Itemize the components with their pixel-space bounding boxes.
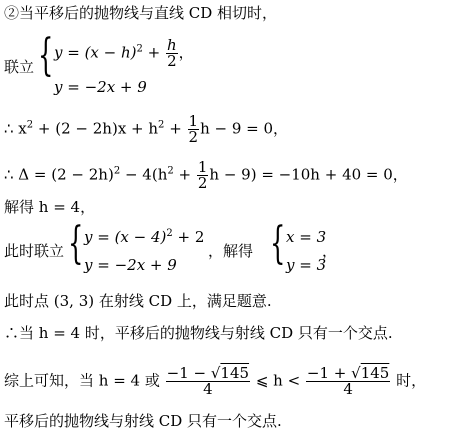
line-4: ∴ $\Delta = (2 - 2h)^2 - 4(h^2$ + $\frac{1}{2}$ h − 9) = −10h + 40 = 0， (4, 158, 408, 192)
fraction: $\frac{-1 - √145}{4}$ (166, 364, 250, 398)
brace: { (68, 218, 84, 269)
line-8: ∴当 h = 4 时，平移后的抛物线与射线 CD 只有一个交点. (4, 324, 393, 342)
fraction: $\frac{-1 + √145}{4}$ (306, 364, 390, 398)
system-3-eq2: y = 3 (286, 256, 327, 274)
brace: { (38, 30, 54, 81)
fraction: $\frac{1}{2}$ (197, 158, 208, 192)
line-2-label: 联立 (4, 58, 35, 76)
line-9: 综上可知，当 h = 4 或 $\frac{-1 - √145}{4}$ ⩽ h < $\frac{-1 + √145}{4}$ 时， (4, 364, 427, 398)
system-1-eq1: $y = (x - h)^2$ + $\frac{h}{2}$ ， (54, 36, 194, 70)
line-5: 解得 h = 4， (4, 198, 96, 216)
system-3-eq1: x = 3 (286, 228, 327, 246)
system-1 (38, 30, 194, 96)
line-7: 此时点 (3, 3) 在射线 CD 上，满足题意. (4, 292, 272, 310)
fraction: $\frac{h}{2}$ (167, 36, 177, 70)
line-10: 平移后的抛物线与射线 CD 只有一个交点. (4, 412, 282, 430)
brace: { (270, 218, 286, 269)
line-1: ②当平移后的抛物线与直线 CD 相切时， (4, 4, 278, 22)
system-1-eq2: y = −2x + 9 (54, 78, 147, 96)
system-2-eq1: $y = (x - 4)^2 + 2$ (84, 228, 205, 246)
line-6-mid: ，解得 (208, 242, 254, 260)
line-6-end: ， (322, 242, 338, 260)
system-2-eq2: y = −2x + 9 (84, 256, 177, 274)
system-3 (270, 218, 350, 282)
fraction: $\frac{1}{2}$ (188, 112, 199, 146)
line-3: ∴ $x^2 + (2 - 2h)x + h^2$ + $\frac{1}{2}$ h − 9 = 0， (4, 112, 289, 146)
line-6-label: 此时联立 (4, 242, 65, 260)
system-2 (68, 218, 208, 282)
